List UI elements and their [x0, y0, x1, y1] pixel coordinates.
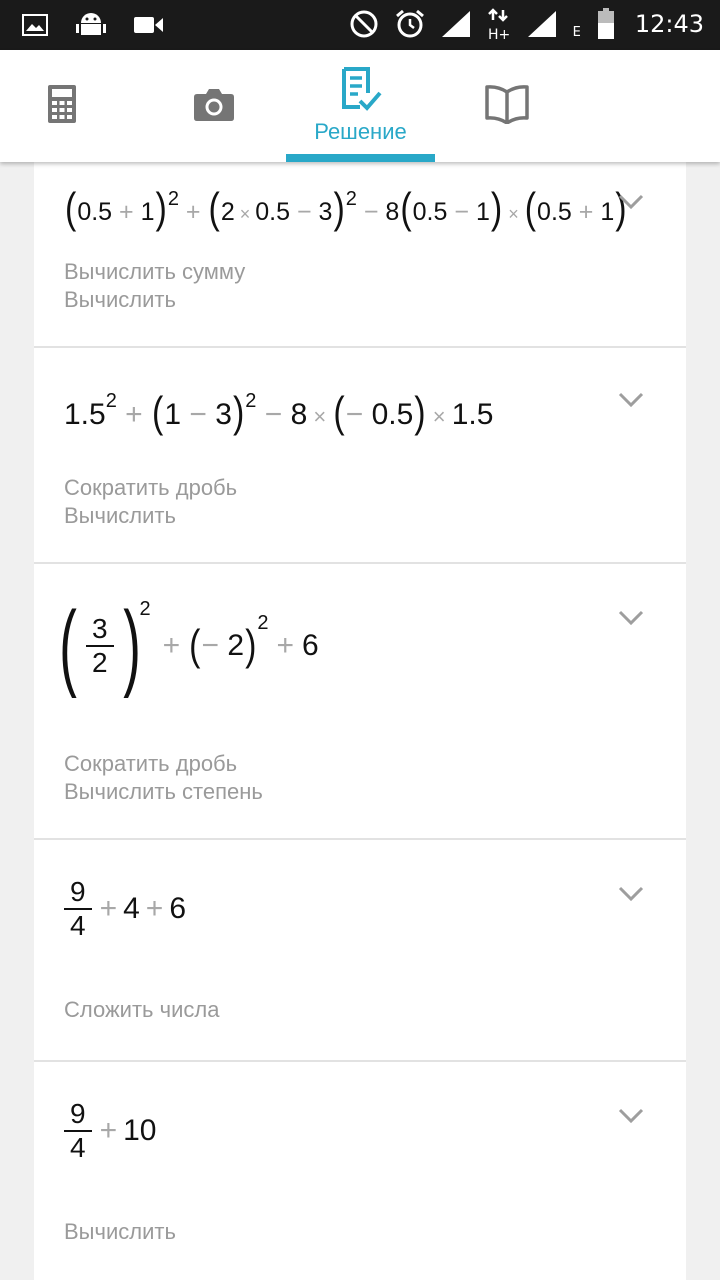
android-debug-icon: [76, 11, 106, 39]
step-1-descriptions: [64, 258, 245, 314]
battery-icon: [597, 8, 615, 40]
chevron-down-icon[interactable]: [618, 1108, 644, 1124]
active-tab-indicator: [286, 154, 435, 162]
step-description: Вычислить: [64, 287, 176, 312]
image-icon: [22, 14, 48, 36]
step-description: Сократить дробь: [64, 475, 238, 500]
solution-step-3[interactable]: [34, 564, 686, 840]
step-5-expression: $\frac{9}{4}$ + 10: [68, 1098, 156, 1164]
tab-bar: [0, 50, 720, 162]
do-not-disturb-icon: [349, 9, 379, 39]
tab-book[interactable]: [475, 50, 539, 162]
chevron-down-icon[interactable]: [618, 392, 644, 408]
chevron-down-icon[interactable]: [618, 886, 644, 902]
network-type-label: E: [572, 24, 581, 40]
step-3-descriptions: [64, 750, 263, 806]
camera-icon: [193, 86, 235, 126]
video-icon: [134, 15, 164, 35]
solution-steps-list: [34, 162, 686, 1280]
step-description: Вычислить степень: [64, 779, 263, 804]
fraction: $\frac{9}{4}$: [64, 876, 92, 942]
solution-step-2[interactable]: [34, 348, 686, 564]
fraction: $\frac{9}{4}$: [64, 1098, 92, 1164]
step-description: Сложить числа: [64, 997, 220, 1022]
tab-solution[interactable]: [286, 50, 435, 162]
step-2-expression: $1.5^2 + (1 - 3)^2 - 8$ × (− 0.5) × 1.5: [64, 389, 494, 437]
clock: 12:43: [634, 10, 704, 38]
step-1-expression: $(0.5 + 1)^2 + (2 \times 0.5 - 3)^2 - 8(0.5 - 1) \times (0.5 + 1)$: [65, 185, 627, 233]
book-icon: [484, 84, 530, 128]
step-description: Вычислить: [64, 503, 176, 528]
chevron-down-icon[interactable]: [618, 194, 644, 210]
solution-step-4[interactable]: [34, 840, 686, 1062]
step-description: Сократить дробь: [64, 751, 238, 776]
step-description: Вычислить: [64, 1219, 176, 1244]
step-4-descriptions: [64, 996, 219, 1024]
chevron-down-icon[interactable]: [618, 610, 644, 626]
solution-step-1[interactable]: [34, 162, 686, 348]
solution-step-5[interactable]: [34, 1062, 686, 1280]
status-bar: [0, 0, 720, 50]
step-description: Вычислить сумму: [64, 259, 246, 284]
solution-icon: [340, 67, 382, 115]
tab-calculator[interactable]: [30, 50, 94, 162]
alarm-icon: [395, 9, 425, 39]
signal-icon: [441, 10, 471, 38]
step-3-expression: ( $\frac{3}{2}$ ) $^2$ + ( − 2 ) $^2$ + 6: [59, 592, 319, 699]
svg-text:H+: H+: [487, 27, 510, 40]
tab-solution-label: Решение: [314, 119, 407, 144]
fraction: $\frac{3}{2}$: [86, 613, 114, 679]
signal-icon-2: [527, 10, 557, 38]
step-2-descriptions: [64, 474, 237, 530]
tab-camera[interactable]: [182, 50, 246, 162]
hplus-data-icon: [487, 8, 511, 40]
step-4-expression: $\frac{9}{4}$ + 4 + 6: [68, 876, 186, 942]
calculator-icon: [47, 84, 77, 128]
step-5-descriptions: [64, 1218, 176, 1246]
